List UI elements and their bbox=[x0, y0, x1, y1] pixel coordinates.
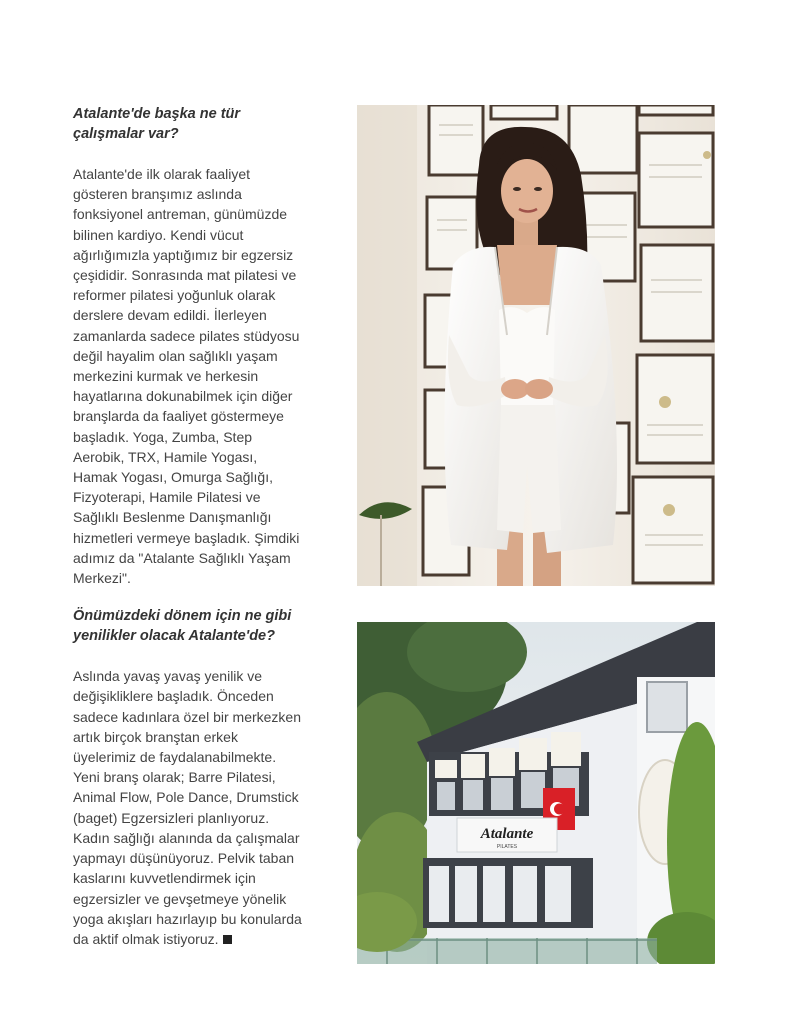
answer-1-line: hizmetleri vermeye başladık. Şimdiki bbox=[73, 529, 300, 546]
answer-paragraph-2 bbox=[73, 666, 333, 949]
answer-2-line: Kadın sağlığı alanında da çalışmalar bbox=[73, 829, 300, 846]
answer-1-line: reformer pilatesi yoğunluk olarak bbox=[73, 287, 276, 304]
answer-1-line: gösteren branşımız aslında bbox=[73, 186, 242, 203]
answer-1-line: zamanlarda sadece pilates stüdyosu bbox=[73, 327, 300, 344]
answer-2-line: Yeni branş olarak; Barre Pilatesi, bbox=[73, 769, 276, 786]
question-heading-1 bbox=[73, 104, 333, 144]
answer-2-line: sadece kadınlara özel bir merkezken bbox=[73, 708, 302, 725]
answer-1-line: Merkezi". bbox=[73, 570, 131, 587]
answer-2-line: egzersizler ve gevşetmeye yönelik bbox=[73, 890, 287, 907]
answer-1-line: ağırlığımızla yaptığımız bir egzersiz bbox=[73, 246, 294, 263]
answer-1-line: branşlarda da faaliyet göstermeye bbox=[73, 408, 284, 425]
question-heading-2 bbox=[73, 606, 333, 646]
end-of-article-mark bbox=[223, 935, 232, 944]
answer-1-line: Fizyoterapi, Hamile Pilatesi ve bbox=[73, 489, 261, 506]
answer-1-line: derslere devam edildi. İlerleyen bbox=[73, 307, 267, 324]
answer-1-line: merkezini kurmak ve herkesin bbox=[73, 368, 259, 385]
answer-1-line: değil hayalim olan sağlıklı yaşam bbox=[73, 347, 278, 364]
question-2-line: Önümüzdeki dönem için ne gibi bbox=[73, 608, 292, 625]
answer-paragraph-1 bbox=[73, 164, 333, 588]
answer-2-line: yapmayı düşünüyoruz. Pelvik taban bbox=[73, 850, 295, 867]
answer-1-line: bilinen kardiyo. Kendi vücut bbox=[73, 226, 244, 243]
answer-2-line: değişikliklere başladık. Önceden bbox=[73, 688, 274, 705]
building-photo bbox=[357, 622, 715, 964]
portrait-photo bbox=[357, 105, 715, 586]
sign-subtext: PILATES bbox=[496, 844, 518, 850]
answer-2-line: kaslarını kuvvetlendirmek için bbox=[73, 870, 256, 887]
answer-1-line: başladık. Yoga, Zumba, Step bbox=[73, 428, 253, 445]
answer-2-line: (baget) Egzersizleri planlıyoruz. bbox=[73, 809, 270, 826]
question-1-line: çalışmalar var? bbox=[73, 126, 179, 142]
answer-1-line: Hamak Yogası, Omurga Sağlığı, bbox=[73, 469, 273, 486]
question-1-line: Atalante'de başka ne tür bbox=[73, 106, 241, 122]
answer-1-line: Aerobik, TRX, Hamile Yogası, bbox=[73, 448, 258, 465]
answer-2-line: da aktif olmak istiyoruz. bbox=[73, 930, 219, 947]
sign-text: Atalante bbox=[480, 826, 534, 842]
answer-2-line: Animal Flow, Pole Dance, Drumstick bbox=[73, 789, 299, 806]
article-column bbox=[73, 104, 333, 949]
answer-1-line: Atalante'de ilk olarak faaliyet bbox=[73, 166, 250, 182]
answer-1-line: hayatlarına dokunabilmek için diğer bbox=[73, 388, 293, 405]
answer-2-line: artık birçok branştan erkek bbox=[73, 728, 238, 745]
answer-1-line: çeşididir. Sonrasında mat pilatesi ve bbox=[73, 267, 297, 284]
question-2-line: yenilikler olacak Atalante'de? bbox=[73, 628, 275, 645]
answer-2-line: Aslında yavaş yavaş yenilik ve bbox=[73, 668, 263, 685]
answer-1-line: adımız da "Atalante Sağlıklı Yaşam bbox=[73, 549, 291, 566]
answer-1-line: fonksiyonel antreman, günümüzde bbox=[73, 206, 288, 223]
answer-2-line: yoga akışları hazırlayıp bu konularda bbox=[73, 910, 302, 927]
answer-2-line: üyelerimiz de faydalanabilmekte. bbox=[73, 749, 277, 766]
answer-1-line: Sağlıklı Beslenme Danışmanlığı bbox=[73, 509, 272, 526]
